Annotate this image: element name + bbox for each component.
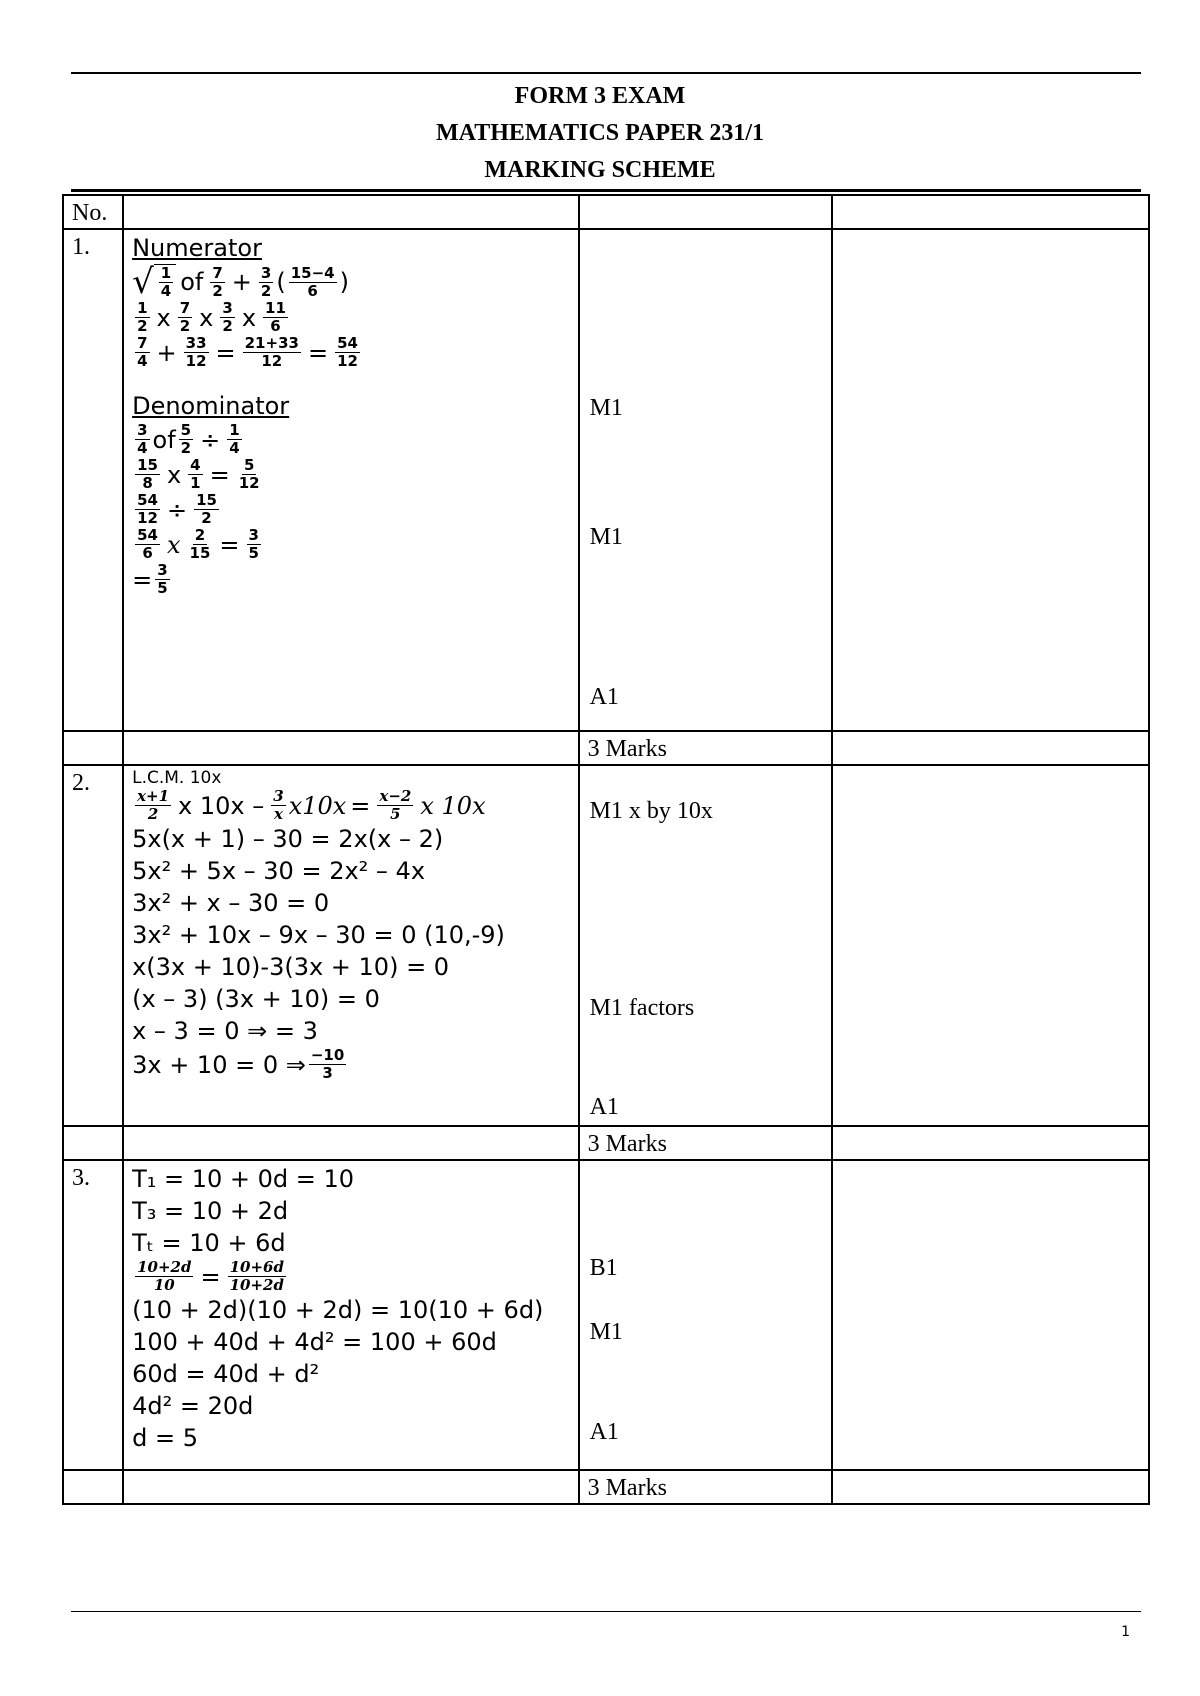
mark-m1: M1 factors — [589, 995, 695, 1021]
marks-cell — [579, 229, 832, 731]
mark-a1: A1 — [589, 684, 619, 710]
working-line: $\frac{54}{6}$ x $\frac{2}{15}$ = $\frac{3}{5}$ — [137, 526, 259, 562]
total-row-3 — [63, 1470, 1149, 1504]
question-row-2 — [63, 765, 1149, 1126]
working-line: 3x² + 10x – 9x – 30 = 0 (10,-9) — [132, 921, 505, 949]
remarks-cell — [832, 229, 1149, 731]
working-line: (x – 3) (3x + 10) = 0 — [132, 985, 380, 1013]
working-line: √ $\frac{1}{4}$ of $\frac{7}{2}$ + $\frac{3}{2}$ ( $\frac{15-4}{6}$ ) — [132, 262, 349, 302]
question-number: 1. — [63, 229, 123, 731]
numerator-label: Numerator — [132, 234, 262, 262]
working-line: T₃ = 10 + 2d — [132, 1197, 289, 1225]
working-line: 100 + 40d + 4d² = 100 + 60d — [132, 1328, 497, 1356]
total-row-2 — [63, 1126, 1149, 1160]
working-line: (10 + 2d)(10 + 2d) = 10(10 + 6d) — [132, 1296, 544, 1324]
working-line: 4d² = 20d — [132, 1392, 254, 1420]
working-line: Tₜ = 10 + 6d — [132, 1229, 286, 1257]
working-line: $\frac{54}{12}$ ÷ $\frac{15}{2}$ — [137, 491, 217, 527]
question-number: 2. — [63, 765, 123, 1126]
denominator-label: Denominator — [132, 392, 290, 420]
working-line: = $\frac{3}{5}$ — [132, 561, 168, 597]
working-line: $\frac{10+2d}{10}$ = $\frac{10+6d}{10+2d}$ — [137, 1258, 284, 1294]
marking-scheme-table — [62, 194, 1150, 1505]
working-line: d = 5 — [132, 1424, 198, 1452]
lcm-line: L.C.M. 10x — [132, 768, 222, 788]
remarks-cell — [832, 765, 1149, 1126]
working-line: $\frac{1}{2}$ x $\frac{7}{2}$ x $\frac{3}{2}$ x $\frac{11}{6}$ — [137, 299, 286, 335]
mark-m1: M1 x by 10x — [589, 798, 713, 824]
total-marks: 3 Marks — [579, 1126, 832, 1160]
working-cell — [123, 1160, 578, 1470]
total-row-1 — [63, 731, 1149, 765]
top-rule — [71, 72, 1141, 74]
working-cell — [123, 765, 578, 1126]
footer-rule — [71, 1611, 1141, 1612]
question-number: 3. — [63, 1160, 123, 1470]
header-rule — [71, 189, 1141, 192]
page-number: 1 — [1121, 1624, 1130, 1640]
document-header — [0, 78, 1200, 189]
working-line: $\frac{7}{4}$ + $\frac{33}{12}$ = $\frac{21+33}{12}$ = $\frac{54}{12}$ — [137, 334, 358, 370]
header-remarks — [832, 195, 1149, 229]
working-line: 3x² + x – 30 = 0 — [132, 889, 330, 917]
question-row-3 — [63, 1160, 1149, 1470]
exam-title: FORM 3 EXAM — [514, 83, 686, 109]
marks-cell — [579, 1160, 832, 1470]
working-cell — [123, 229, 578, 731]
table-header-row — [63, 195, 1149, 229]
mark-m1: M1 — [589, 395, 623, 421]
sqrt-icon: √ $\frac{1}{4}$ — [132, 264, 176, 300]
mark-a1: A1 — [589, 1094, 619, 1120]
question-row-1 — [63, 229, 1149, 731]
header-marks — [579, 195, 832, 229]
working-line: 5x² + 5x – 30 = 2x² – 4x — [132, 857, 426, 885]
paper-title: MATHEMATICS PAPER 231/1 — [436, 120, 764, 146]
scheme-title: MARKING SCHEME — [484, 157, 716, 183]
mark-a1: A1 — [589, 1419, 619, 1445]
remarks-cell — [832, 1160, 1149, 1470]
total-marks: 3 Marks — [579, 1470, 832, 1504]
marks-cell — [579, 765, 832, 1126]
mark-m1: M1 — [589, 524, 623, 550]
working-line: 5x(x + 1) – 30 = 2x(x – 2) — [132, 825, 444, 853]
working-line: 60d = 40d + d² — [132, 1360, 320, 1388]
working-line: x – 3 = 0 ⇒ = 3 — [132, 1017, 318, 1045]
total-marks: 3 Marks — [579, 731, 832, 765]
working-line: $\frac{x+1}{2}$ x 10x – $\frac{3}{x}$ x10x = $\frac{x-2}{5}$ x 10x — [137, 787, 486, 823]
header-working — [123, 195, 578, 229]
mark-b1: B1 — [589, 1255, 618, 1281]
working-line: $\frac{3}{4}$ of $\frac{5}{2}$ ÷ $\frac{1}{4}$ — [137, 421, 240, 457]
working-line: 3x + 10 = 0 ⇒ $\frac{-10}{3}$ — [132, 1046, 345, 1082]
working-line: T₁ = 10 + 0d = 10 — [132, 1165, 355, 1193]
header-no: No. — [63, 195, 123, 229]
working-line: $\frac{15}{8}$ x $\frac{4}{1}$ = $\frac{5}{12}$ — [137, 456, 260, 492]
mark-m1: M1 — [589, 1319, 623, 1345]
working-line: x(3x + 10)-3(3x + 10) = 0 — [132, 953, 450, 981]
